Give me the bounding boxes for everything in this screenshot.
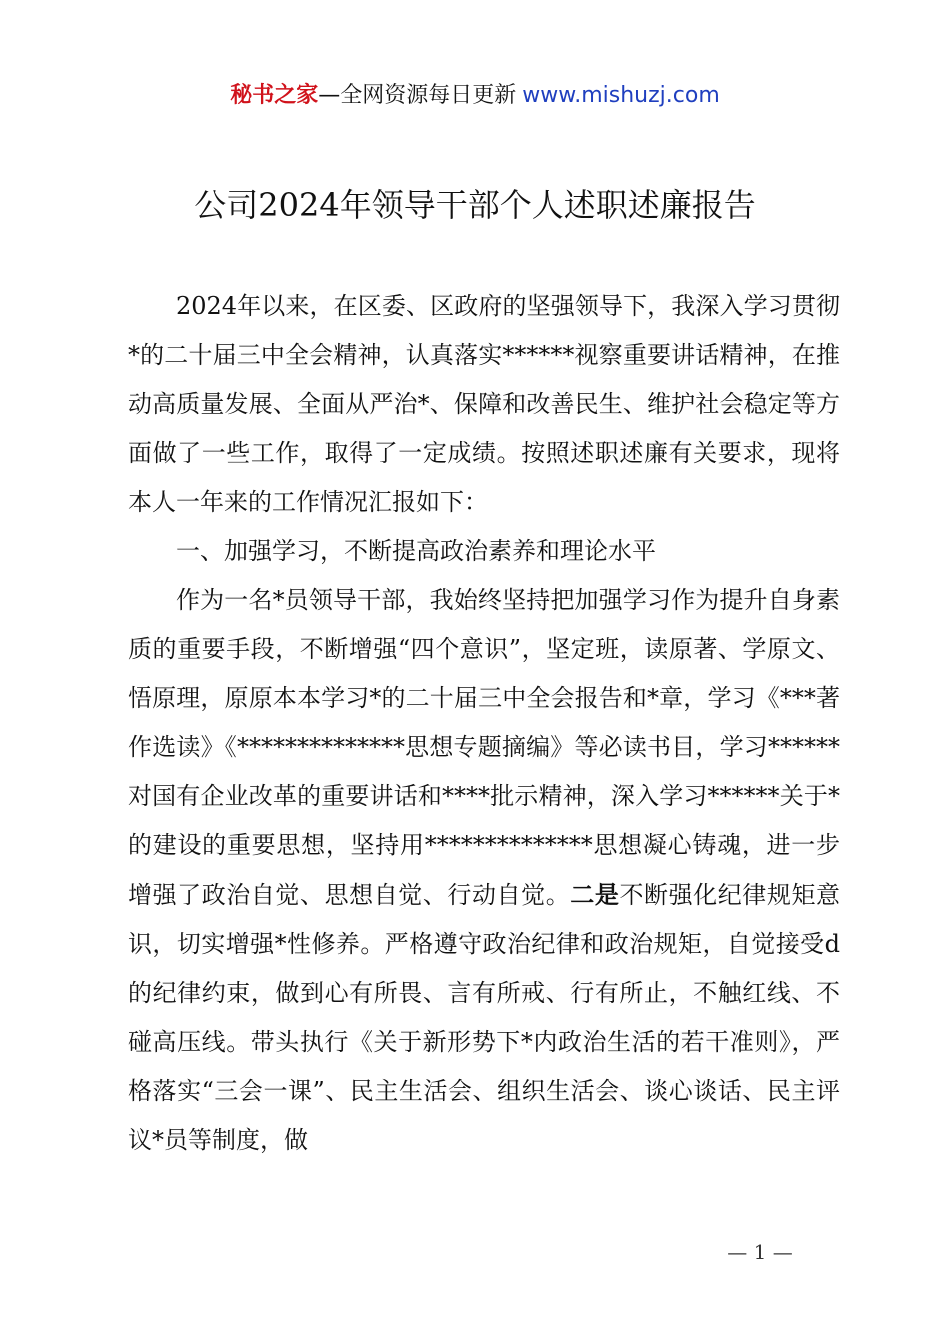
paragraph-text: 作为一名*员领导干部，我始终坚持把加强学习作为提升自身素质的重要手段，不断增强“四个意识”，坚定班，读原著、学原文、悟原理，原原本本学习*的二十届三中全会报告和*章，学习《***著作选读》《**************思想专题摘编》等必读书目，学习******对国有企业改革的重要讲话和****批示精神，深入学习******关于*的建设的重要思想，坚持用**************思想凝心铸魂，进一步增强了政治自觉、思想自觉、行动自觉。 xyxy=(128,586,840,909)
site-url-link[interactable]: www.mishuzj.com xyxy=(522,83,720,108)
document-body xyxy=(128,282,840,1165)
site-banner xyxy=(0,78,950,114)
emphasis-label: 二是 xyxy=(570,880,620,909)
site-brand: 秘书之家 xyxy=(230,83,319,108)
intro-paragraph: 2024年以来，在区委、区政府的坚强领导下，我深入学习贯彻*的二十届三中全会精神，认真落实******视察重要讲话精神，在推动高质量发展、全面从严治*、保障和改善民生、维护社会稳定等方面做了一些工作，取得了一定成绩。按照述职述廉有关要求，现将本人一年来的工作情况汇报如下： xyxy=(128,292,840,516)
section-heading: 一、加强学习，不断提高政治素养和理论水平 xyxy=(176,537,656,565)
site-tagline: —全网资源每日更新 xyxy=(318,83,517,108)
paragraph-text-continued: 不断强化纪律规矩意识，切实增强*性修养。严格遵守政治纪律和政治规矩，自觉接受d的纪律约束，做到心有所畏、言有所戒、行有所止，不触红线、不碰高压线。带头执行《关于新形势下*内政治生活的若干准则》，严格落实“三会一课”、民主生活会、组织生活会、谈心谈话、民主评议*员等制度，做 xyxy=(128,881,841,1154)
page-number: — 1 — xyxy=(727,1240,793,1264)
document-title: 公司2024年领导干部个人述职述廉报告 xyxy=(194,186,756,224)
body-paragraph xyxy=(128,576,840,1165)
